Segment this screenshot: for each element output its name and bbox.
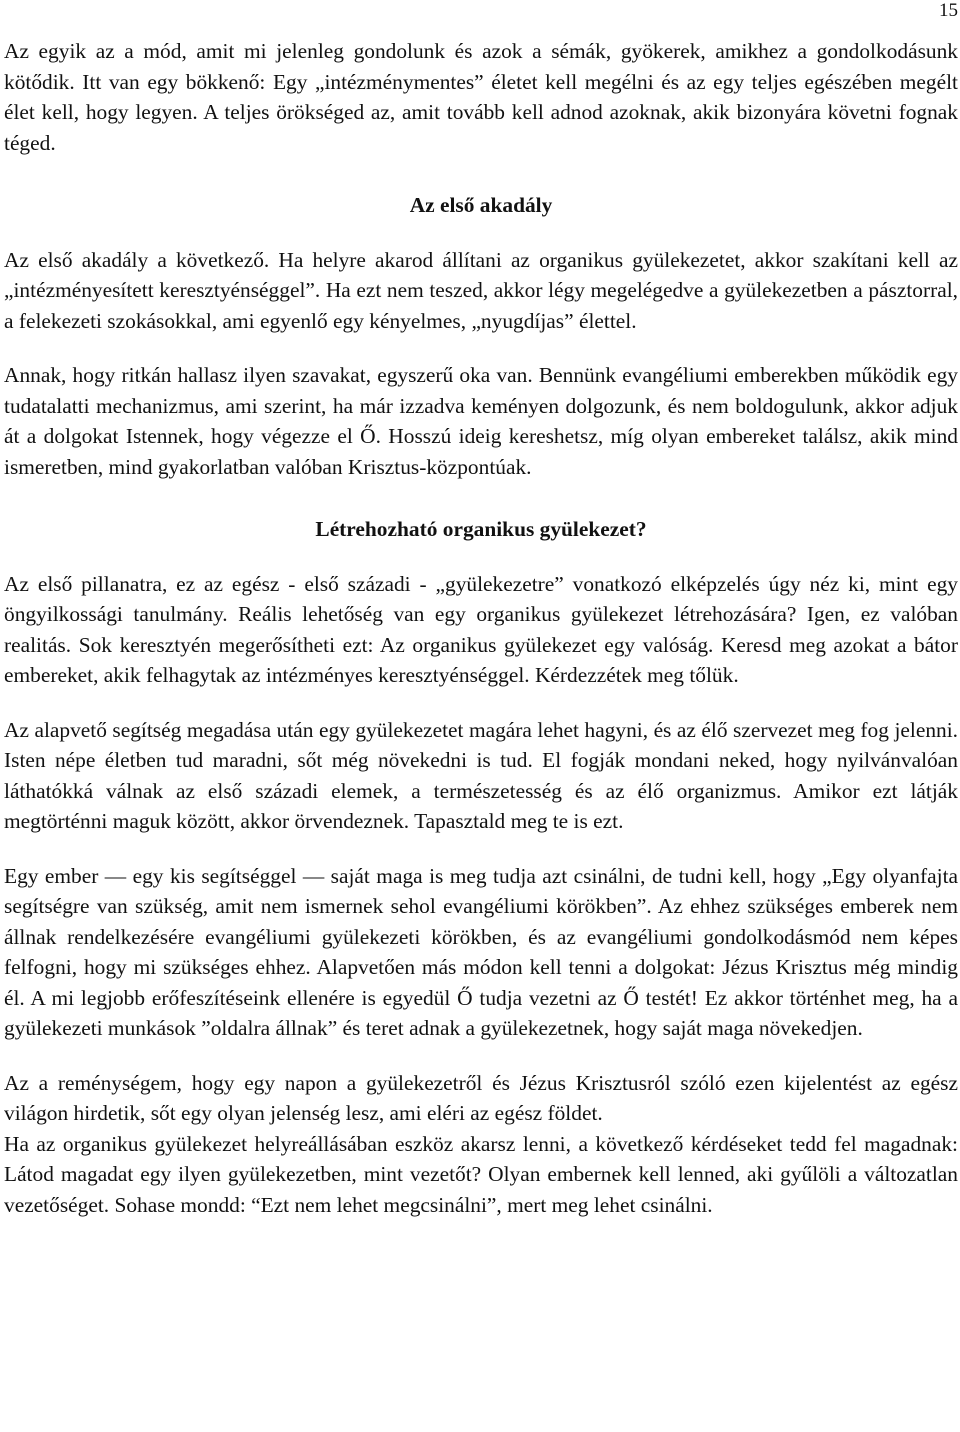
heading-organic-church: Létrehozható organikus gyülekezet? — [315, 517, 647, 541]
page-content — [4, 36, 958, 1220]
page-number: 15 — [939, 0, 958, 21]
paragraph-first-obstacle: Az első akadály a következő. Ha helyre akarod állítani az organikus gyülekezetet, akkor szakítani kell az „intézményesített keresztyénséggel”. Ha ezt nem teszed, akkor légy megelégedve a gyülekezetben a pásztorral, a felekezeti szokásokkal, ami egyenlő egy kényelmes, „nyugdíjas” élettel. — [4, 247, 958, 333]
paragraph-one-person: Egy ember — egy kis segítséggel — saját maga is meg tudja azt csinálni, de tudni kell, hogy „Egy olyanfajta segítségre van szükség, amit nem ismernek sehol evangéliumi körökben”. Az ehhez szükséges emberek nem állnak rendelkezésére evangéliumi gyülekezeti körökben, és az evangéliumi gondolkodásmód nem képes felfogni, hogy mi szükséges ehhez. Alapvetően más módon kell tenni a dolgokat: Jézus Krisztus még mindig él. A mi legjobb erőfeszítéseink ellenére is egyedül Ő tudja vezetni az Ő testét! Ez akkor történhet meg, ha a gyülekezeti munkások ”oldalra állnak” és teret adnak a gyülekezetnek, hogy saját maga növekedjen. — [4, 863, 958, 1040]
paragraph-hope: Az a reménységem, hogy egy napon a gyülekezetről és Jézus Krisztusról szóló ezen kijelentést az egész világon hirdetik, sőt egy olyan jelenség lesz, ami eléri az egész földet. — [4, 1070, 958, 1125]
heading-first-obstacle: Az első akadály — [409, 193, 553, 217]
paragraph-questions: Ha az organikus gyülekezet helyreállásában eszköz akarsz lenni, a következő kérdéseket tedd fel magadnak: Látod magadat egy ilyen gyülekezetben, mint vezetőt? Olyan embernek kell lenned, aki gyűlöli a változatlan vezetőséget. Sohase mondd: “Ezt nem lehet megcsinálni”, mert meg lehet csinálni. — [4, 1131, 958, 1217]
paragraph-first-glance: Az első pillanatra, ez az egész - első századi - „gyülekezetre” vonatkozó elképzelés úgy néz ki, mint egy öngyilkossági tanulmány. Reális lehetőség van egy organikus gyülekezet létrehozására? Igen, ez valóban realitás. Sok keresztyén megerősítheti ezt: Az organikus gyülekezet egy valóság. Keresd meg azokat a bátor embereket, akik felhagytak az intézményes keresztyénséggel. Kérdezzétek meg tőlük. — [4, 571, 958, 687]
paragraph-rare-words: Annak, hogy ritkán hallasz ilyen szavakat, egyszerű oka van. Bennünk evangéliumi emberekben működik egy tudatalatti mechanizmus, ami szerint, ha már izzadva keményen dolgozunk, és nem boldogulunk, akkor adjuk át a dolgokat Istennek, hogy végezze el Ő. Hosszú ideig kereshetsz, míg olyan embereket találsz, akik mind ismeretben, mind gyakorlatban valóban Krisztus-központúak. — [4, 363, 958, 479]
paragraph-intro: Az egyik az a mód, amit mi jelenleg gondolunk és azok a sémák, gyökerek, amikhez a gondolkodásunk kötődik. Itt van egy bökkenő: Egy „intézménymentes” életet kell megélni és az egy teljes egészében megélt élet kell, hogy legyen. A teljes örökséged az, amit tovább kell adnod azoknak, akik bizonyára követni fognak téged. — [4, 39, 958, 155]
paragraph-basic-help: Az alapvető segítség megadása után egy gyülekezetet magára lehet hagyni, és az élő szervezet meg fog jelenni. Isten népe életben tud maradni, sőt még növekedni is tud. El fogják mondani neked, hogy nyilvánvalóan láthatókká válnak az első századi elemek, a természetesség és az élő organizmus. Amikor ezt látják megtörténni maguk között, akkor örvendeznek. Tapasztald meg te is ezt. — [4, 717, 958, 833]
